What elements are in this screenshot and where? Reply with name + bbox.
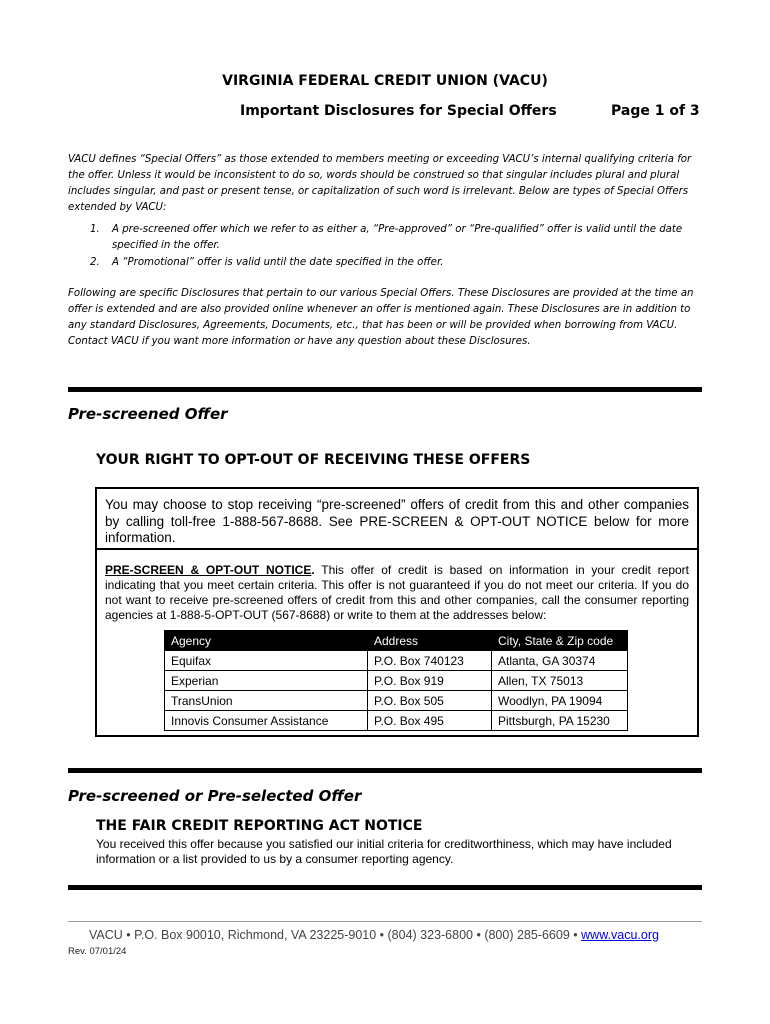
section-divider — [68, 768, 702, 773]
agency-name: Experian — [165, 671, 368, 691]
footer-address: VACU • P.O. Box 90010, Richmond, VA 23225-9010 • (804) 323-6800 • (800) 285-6609 • — [89, 928, 578, 942]
notice-label: PRE-SCREEN & OPT-OUT NOTICE — [105, 563, 312, 577]
intro-paragraph: VACU defines “Special Offers” as those extended to members meeting or exceeding VACU’s internal qualifying criteria for the offer. Unless it would be inconsistent to do so, words should be construed so that singular includes plural and plural includes singular, and past or present tense, or capitalization of such word is irrelevant. Below are types of Special Offers extended by VACU: — [68, 154, 692, 213]
list-text: A “Promotional” offer is valid until the date specified in the offer. — [112, 257, 444, 268]
agency-city: Allen, TX 75013 — [492, 671, 628, 691]
website-link[interactable]: www.vacu.org — [581, 928, 659, 942]
agency-city: Pittsburgh, PA 15230 — [492, 711, 628, 731]
footer-contact — [89, 928, 659, 942]
table-row — [165, 691, 628, 711]
agency-city: Woodlyn, PA 19094 — [492, 691, 628, 711]
offer-type-item-1 — [90, 222, 696, 254]
section-heading-prescreened: Pre-screened Offer — [68, 405, 228, 423]
list-text: A pre-screened offer which we refer to as either a, “Pre-approved” or “Pre-qualified” offer is valid until the date specified in the offer. — [112, 224, 683, 251]
table-row — [165, 651, 628, 671]
opt-out-heading: YOUR RIGHT TO OPT-OUT OF RECEIVING THESE OFFERS — [96, 452, 531, 468]
list-number: 1. — [90, 224, 100, 235]
list-number: 2. — [90, 257, 100, 268]
revision-date: Rev. 07/01/24 — [68, 946, 127, 957]
page-number: Page 1 of 3 — [611, 103, 700, 119]
section-divider — [68, 387, 702, 392]
agency-address: P.O. Box 919 — [368, 671, 492, 691]
document-subtitle: Important Disclosures for Special Offers — [240, 103, 557, 119]
opt-out-box — [95, 487, 699, 550]
offer-type-item-2 — [90, 255, 696, 271]
agency-name: TransUnion — [165, 691, 368, 711]
column-header-address: Address — [368, 631, 492, 651]
opt-out-notice-box: PRE-SCREEN & OPT-OUT NOTICE. This offer of credit is based on information in your credit report indicating that you meet certain criteria. This offer is not guaranteed if you do not meet our criteria. If you do not want to receive pre-screened offers of credit from this and other companies, call the consumer reporting agencies at 1-888-5-OPT-OUT (567-8688) or write to them at the addresses below: — [95, 548, 699, 737]
agency-city: Atlanta, GA 30374 — [492, 651, 628, 671]
section-divider — [68, 885, 702, 890]
agency-address: P.O. Box 740123 — [368, 651, 492, 671]
agency-name: Equifax — [165, 651, 368, 671]
opt-out-box-text: You may choose to stop receiving “pre-screened” offers of credit from this and other companies by calling toll-free 1-888-567-8688. See PRE-SCREEN & OPT-OUT NOTICE below for more information. — [105, 497, 689, 545]
table-header-row — [165, 631, 628, 651]
fcra-text: You received this offer because you satisfied our initial criteria for creditworthiness, which may have included information or a list provided to us by a consumer reporting agency. — [96, 837, 672, 866]
section-heading-preselected: Pre-screened or Pre-selected Offer — [68, 787, 362, 805]
footer-rule — [68, 921, 702, 922]
notice-text: This offer of credit is based on information in your credit report indicating that you meet certain criteria. This offer is not guaranteed if you do not meet our criteria. If you do not want to receive pre-screened offers of credit from this and other companies, call the consumer reporting agencies at 1-888-5-OPT-OUT (567-8688) or write to them at the addresses below: — [105, 563, 690, 622]
table-row — [165, 711, 628, 731]
fcra-heading: THE FAIR CREDIT REPORTING ACT NOTICE — [96, 818, 423, 834]
column-header-city: City, State & Zip code — [492, 631, 628, 651]
agency-table — [164, 630, 628, 731]
document-title: VIRGINIA FEDERAL CREDIT UNION (VACU) — [222, 73, 548, 89]
agency-address: P.O. Box 505 — [368, 691, 492, 711]
agency-address: P.O. Box 495 — [368, 711, 492, 731]
disclosures-paragraph: Following are specific Disclosures that pertain to our various Special Offers. These Disclosures are provided at the time an offer is extended and are also provided online whenever an offer is mentioned again. These Disclosures are in addition to any standard Disclosures, Agreements, Documents, etc., that has been or will be provided when borrowing from VACU. Contact VACU if you want more information or have any question about these Disclosures. — [68, 288, 694, 347]
agency-name: Innovis Consumer Assistance — [165, 711, 368, 731]
column-header-agency: Agency — [165, 631, 368, 651]
table-row — [165, 671, 628, 691]
